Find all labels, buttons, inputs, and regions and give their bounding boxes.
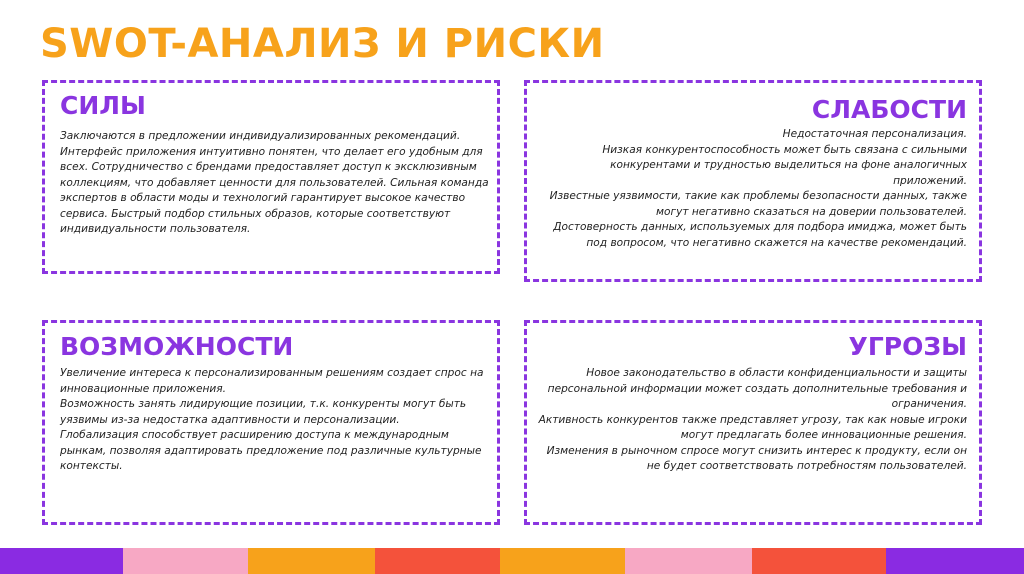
weakness-item: Низкая конкурентоспособность может быть связана с сильными конкурентами и трудностью выделиться на фоне аналогичных приложений. (602, 143, 967, 187)
opportunity-item: Глобализация способствует расширению доступа к международным рынкам, позволяя адаптировать предложение под различные культурные контексты. (60, 429, 482, 472)
opportunity-item: Возможность занять лидирующие позиции, т.к. конкуренты могут быть уязвимы из-за недостатка адаптивности и персонализации. (60, 398, 467, 426)
stripe-segment (123, 548, 248, 574)
stripe-segment (0, 548, 123, 574)
stripe-segment (625, 548, 752, 574)
weaknesses-box (524, 80, 982, 282)
weakness-item: Известные уязвимости, такие как проблемы безопасности данных, также могут негативно сказаться на доверии пользователей. (549, 190, 967, 218)
threats-box (524, 320, 982, 525)
threat-item: Изменения в рыночном спросе могут снизить интерес к продукту, если он не будет соответствовать потребностям пользователей. (546, 444, 967, 472)
opportunities-heading: ВОЗМОЖНОСТИ (60, 332, 294, 361)
stripe-segment (248, 548, 375, 574)
stripe-segment (752, 548, 886, 574)
opportunity-item: Увеличение интереса к персонализированным решениям создает спрос на инновационные приложения. (60, 367, 484, 395)
threat-item: Новое законодательство в области конфиденциальности и защиты персональной информации может создать дополнительные требования и ограничения. (547, 367, 967, 410)
threat-item: Активность конкурентов также представляет угрозу, так как новые игроки могут предлагать более инновационные решения. (538, 413, 967, 441)
page-title: SWOT-АНАЛИЗ И РИСКИ (40, 21, 605, 67)
strengths-heading: СИЛЫ (60, 91, 146, 120)
weakness-item: Недостаточная персонализация. (782, 128, 967, 140)
threats-heading: УГРОЗЫ (848, 332, 967, 361)
opportunities-box (42, 320, 500, 525)
stripe-segment (886, 548, 1024, 574)
stripe-segment (375, 548, 500, 574)
strengths-text: Заключаются в предложении индивидуализированных рекомендаций. Интерфейс приложения интуитивно понятен, что делает его удобным для всех. Сотрудничество с брендами предоставляет доступ к эксклюзивным коллекциям, что добавляет ценности для пользователей. Сильная команда экспертов в области моды и технологий гарантирует высокое качество сервиса. Быстрый подбор стильных образов, которые соответствуют индивидуальности пользователя. (60, 130, 489, 235)
stripe-segment (500, 548, 625, 574)
weaknesses-heading: СЛАБОСТИ (811, 95, 967, 124)
strengths-box (42, 80, 500, 274)
weakness-item: Достоверность данных, используемых для подбора имиджа, может быть под вопросом, что негативно скажется на качестве рекомендаций. (553, 221, 967, 249)
color-stripe (0, 548, 1024, 574)
